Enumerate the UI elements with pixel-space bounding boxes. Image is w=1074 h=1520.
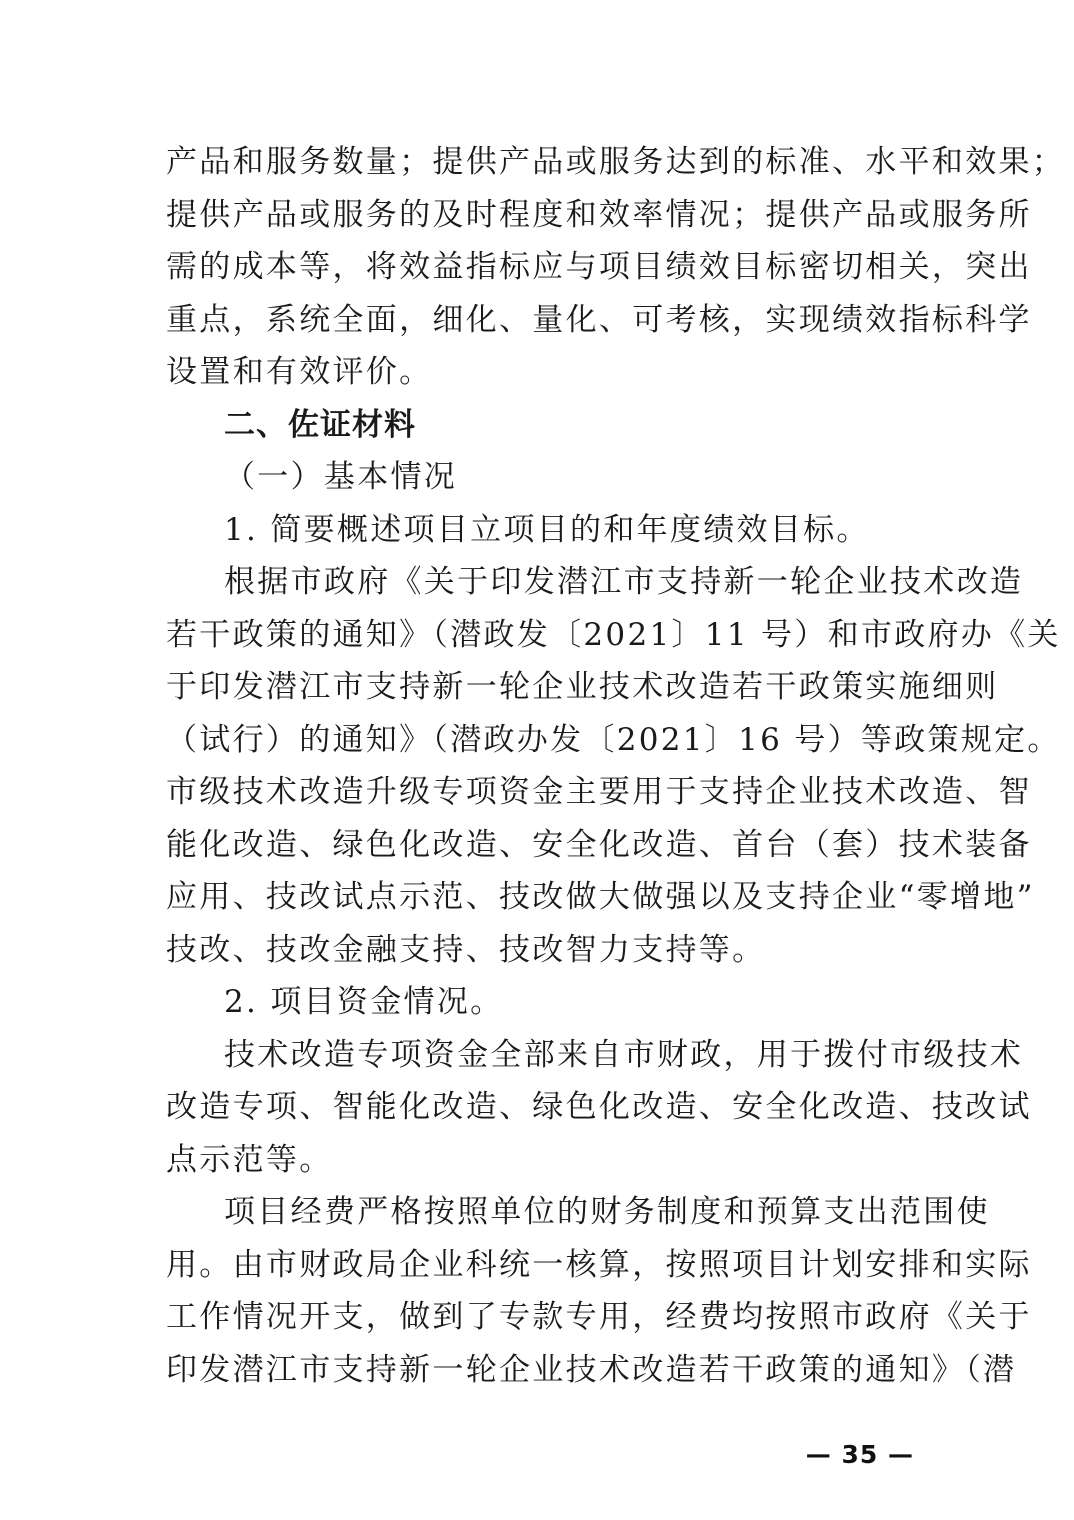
subsection-heading: （一）基本情况	[224, 459, 458, 495]
body-line: （试行）的通知》（潜政办发〔2021〕16 号）等政策规定。	[166, 721, 1061, 758]
body-line: 市级技术改造升级专项资金主要用于支持企业技术改造、智	[166, 774, 1032, 810]
page-number: — 35 —	[805, 1440, 914, 1469]
section-heading: 二、佐证材料	[224, 406, 416, 443]
body-line: 印发潜江市支持新一轮企业技术改造若干政策的通知》（潜	[166, 1351, 1017, 1388]
document-body	[166, 136, 1066, 1396]
item-heading: 2. 项目资金情况。	[224, 984, 504, 1020]
body-line: 于印发潜江市支持新一轮企业技术改造若干政策实施细则	[166, 669, 999, 705]
body-line: 改造专项、智能化改造、绿色化改造、安全化改造、技改试	[166, 1089, 1032, 1125]
body-line: 产品和服务数量；提供产品或服务达到的标准、水平和效果；	[166, 144, 1066, 180]
body-line: 工作情况开支，做到了专款专用，经费均按照市政府《关于	[166, 1299, 1032, 1335]
body-line: 根据市政府《关于印发潜江市支持新一轮企业技术改造	[224, 564, 1024, 600]
body-line: 重点，系统全面，细化、量化、可考核，实现绩效指标科学	[166, 301, 1032, 338]
body-line: 项目经费严格按照单位的财务制度和预算支出范围使	[224, 1194, 990, 1230]
item-heading: 1. 简要概述项目立项目的和年度绩效目标。	[224, 511, 870, 548]
body-line: 用。由市财政局企业科统一核算，按照项目计划安排和实际	[166, 1246, 1032, 1283]
body-line: 设置和有效评价。	[166, 354, 433, 390]
body-line: 技改、技改金融支持、技改智力支持等。	[166, 931, 766, 968]
body-line: 能化改造、绿色化改造、安全化改造、首台（套）技术装备	[166, 826, 1032, 863]
body-line: 提供产品或服务的及时程度和效率情况；提供产品或服务所	[166, 196, 1032, 233]
body-line: 点示范等。	[166, 1141, 333, 1178]
body-line: 若干政策的通知》（潜政发〔2021〕11 号）和市政府办《关	[166, 616, 1061, 653]
body-line: 技术改造专项资金全部来自市财政，用于拨付市级技术	[224, 1036, 1024, 1073]
body-line: 需的成本等，将效益指标应与项目绩效目标密切相关，突出	[166, 249, 1032, 285]
body-line: 应用、技改试点示范、技改做大做强以及支持企业“零增地”	[166, 879, 1035, 915]
